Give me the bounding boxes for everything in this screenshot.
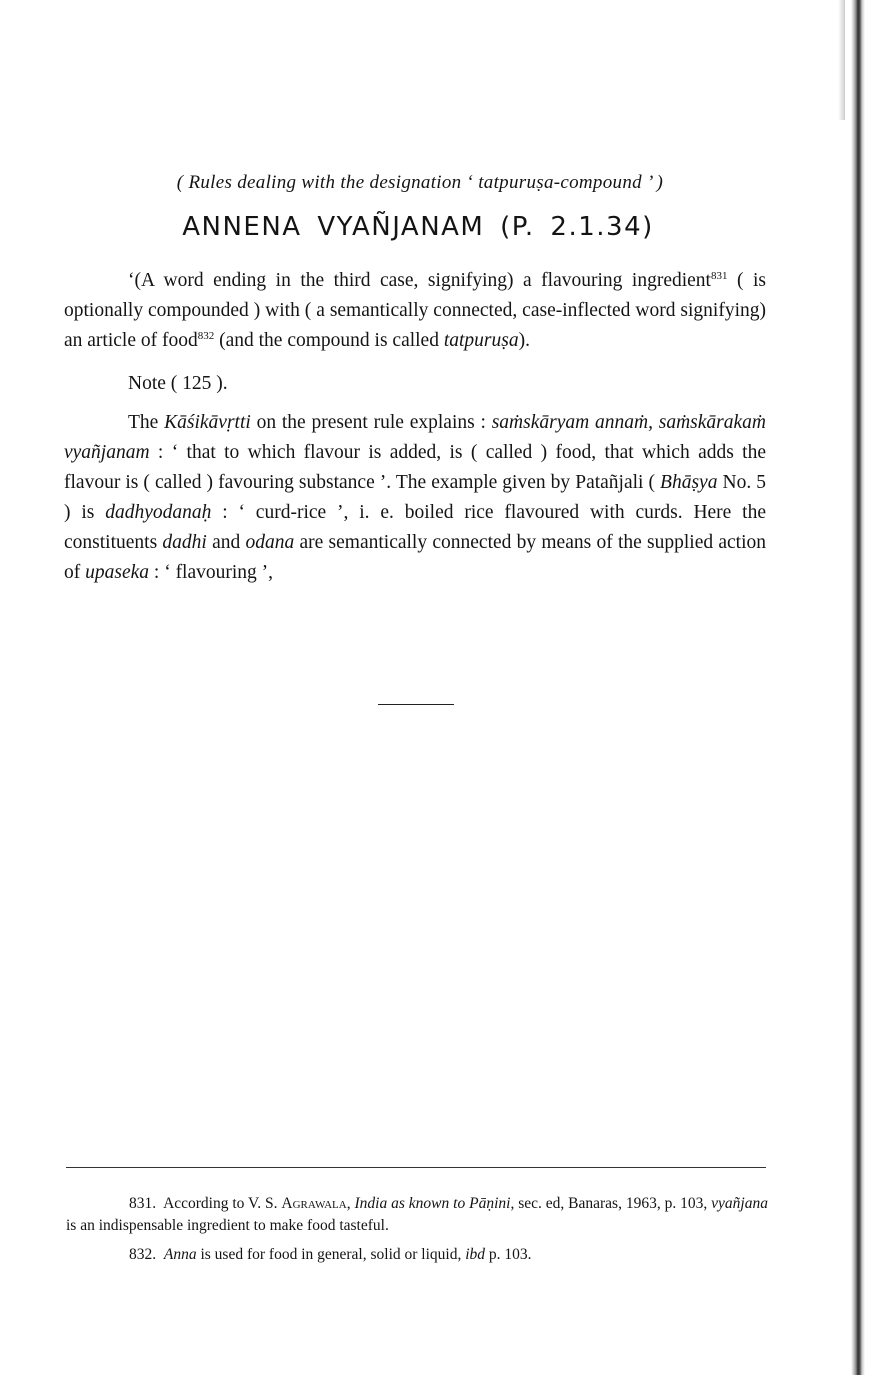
text-run: The xyxy=(128,412,165,433)
text-run: is used for food in general, solid or liquid, xyxy=(196,1246,466,1263)
italic-term: Anna xyxy=(163,1246,197,1263)
footnote-number: 831. xyxy=(129,1195,157,1212)
text-run: , sec. ed, Banaras, 1963, p. 103, xyxy=(510,1195,712,1212)
footnote-divider xyxy=(66,1167,766,1168)
book-title: India as known to Pāṇini xyxy=(354,1195,511,1212)
page-binding-edge xyxy=(845,0,895,1375)
italic-term: odana xyxy=(245,532,295,553)
text-run: , xyxy=(346,1195,355,1212)
text-run: (and the compound is called xyxy=(214,330,444,351)
italic-term: Kāśikāvṛtti xyxy=(164,412,251,433)
rule-heading: ANNENA VYAÑJANAM (P. 2.1.34) xyxy=(182,212,654,242)
italic-term: upaseka xyxy=(85,562,150,583)
text-run: on the present rule explains : xyxy=(250,412,492,433)
note-label: Note ( 125 ). xyxy=(128,373,228,394)
italic-term: ibd xyxy=(465,1246,486,1263)
section-subtitle: ( Rules dealing with the designation ‘ tatpuruṣa-compound ’ ) xyxy=(176,172,664,193)
text-run: : ‘ that to which flavour is added, is ( called ) food, that which adds the flavour is ( called ) favouring substance ’. The example given by Patañjali ( xyxy=(64,442,766,493)
text-run: ( is optionally compounded ) with ( a semantically connected, case-inflected word signifying) an article of food xyxy=(64,270,766,351)
footnote-831 xyxy=(66,1193,768,1237)
text-run: are semantically connected by means of the supplied action of xyxy=(64,532,766,583)
italic-term: saṁskāryam annaṁ, saṁskārakaṁ vyañjanam xyxy=(64,412,766,463)
italic-term: vyañjana xyxy=(711,1195,768,1212)
text-run: p. 103. xyxy=(485,1246,532,1263)
footnote-ref-831[interactable]: 831 xyxy=(710,270,728,282)
text-run: According to V. S. xyxy=(163,1195,282,1212)
text-run: ‘(A word ending in the third case, signifying) a flavouring ingredient xyxy=(128,270,711,291)
italic-term: Bhāṣya xyxy=(660,472,718,493)
section-separator xyxy=(378,704,454,705)
author-name: Agrawala xyxy=(281,1195,347,1212)
footnote-ref-832[interactable]: 832 xyxy=(197,330,215,342)
text-run: and xyxy=(206,532,246,553)
footnote-832 xyxy=(66,1244,768,1266)
text-run: : ‘ curd-rice ’, i. e. boiled rice flavoured with curds. Here the constituents xyxy=(64,502,767,553)
text-run: is an indispensable ingredient to make food tasteful. xyxy=(66,1217,389,1234)
explanation-paragraph xyxy=(64,408,766,588)
italic-term: tatpuruṣa xyxy=(443,330,519,351)
text-run: : ‘ flavouring ’, xyxy=(149,562,274,583)
text-run: ). xyxy=(518,330,530,351)
text-run: No. 5 ) is xyxy=(64,472,767,523)
italic-term: dadhi xyxy=(162,532,207,553)
rule-translation-paragraph xyxy=(64,266,766,356)
footnote-number: 832. xyxy=(129,1246,157,1263)
italic-term: dadhyodanaḥ xyxy=(105,502,212,523)
